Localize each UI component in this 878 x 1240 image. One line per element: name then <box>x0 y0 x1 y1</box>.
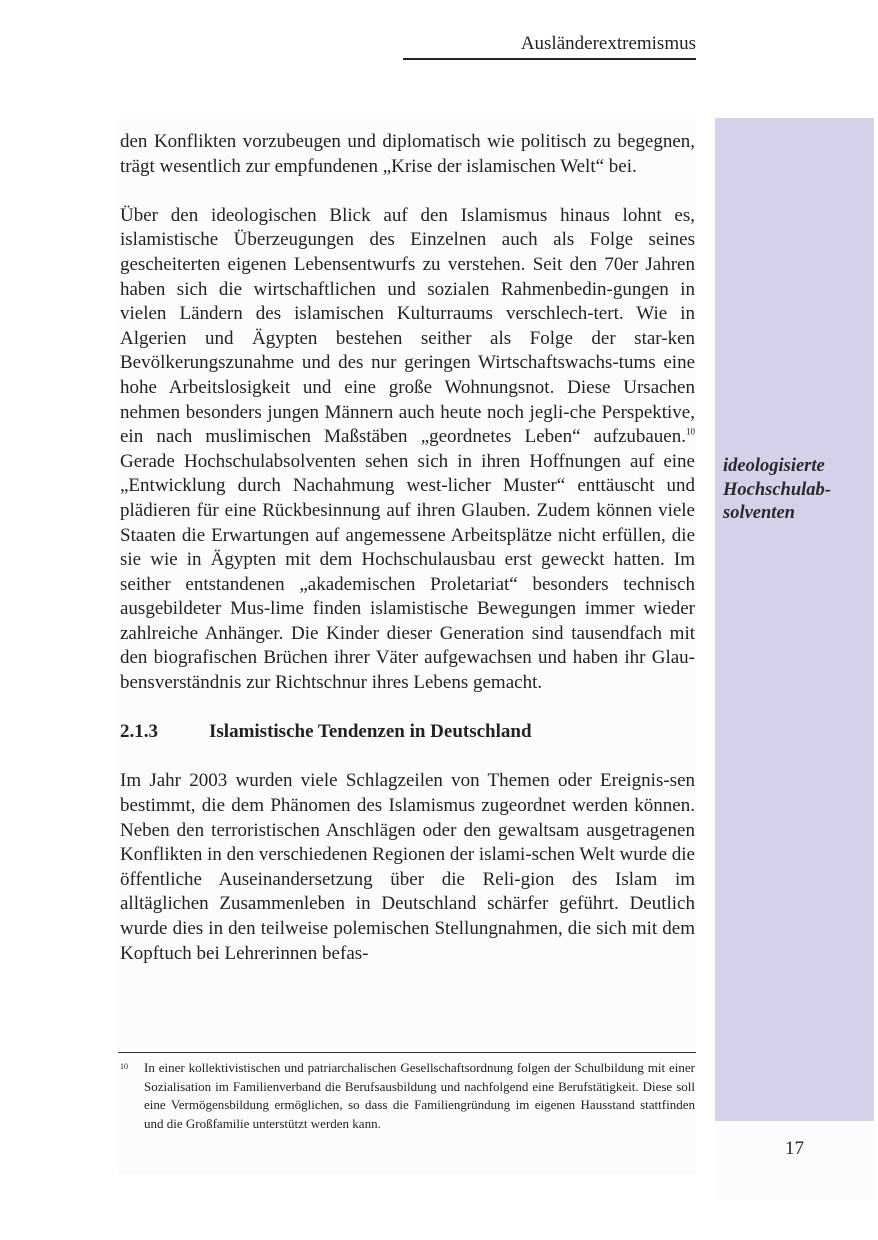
paragraph-2 <box>120 204 695 696</box>
footnote-mark: 10 <box>120 1062 128 1071</box>
paragraph-2-part-1: Über den ideologischen Blick auf den Islamismus hinaus lohnt es, islamistische Überzeugungen des Einzelnen auch als Folge seines gescheiterten eigenen Lebensentwurfs zu verstehen. Seit den 70er Jahren haben sich die wirtschaftlichen und sozialen Rahmenbedin-gungen in vielen Ländern des islamischen Kulturraums verschlech-tert. Wie in Algerien und Ägypten bestehen seither als Folge der star-ken Bevölkerungszunahme und des nur geringen Wirtschaftswachs-tums eine hohe Arbeitslosigkeit und eine große Wohnungsnot. Diese Ursachen nehmen besonders jungen Männern auch heute noch jegli-che Perspektive, ein nach muslimischen Maßstäben „geordnetes Leben“ aufzubauen. <box>120 204 695 448</box>
section-heading <box>120 720 695 745</box>
paragraph-2-part-2: Gerade Hochschulabsolventen sehen sich in ihren Hoffnungen auf eine „Entwicklung durch Nachahmung west-licher Muster“ enttäuscht und plädieren für eine Rückbesinnung auf ihren Glauben. Zudem können viele Staaten die Erwartungen auf angemessene Arbeitsplätze nicht erfüllen, die sie wie in Ägypten mit dem Hochschulausbau erst geweckt hatten. Im seither entstandenen „akademischen Proletariat“ besonders technisch ausgebildeter Mus-lime finden islamistische Bewegungen immer wieder zahlreiche Anhänger. Die Kinder dieser Generation sind tausendfach mit den biografischen Brüchen ihrer Väter aufgewachsen und haben ihr Glau-bensverständnis zur Richtschnur ihres Lebens gemacht. <box>120 450 695 694</box>
margin-note-line-3: solventen <box>723 503 795 523</box>
paragraph-3: Im Jahr 2003 wurden viele Schlagzeilen von Themen oder Ereignis-sen bestimmt, die dem Phänomen des Islamismus zugeordnet werden können. Neben den terroristischen Anschlägen oder den gewaltsam ausgetragenen Konflikten in den verschiedenen Regionen der islami-schen Welt wurde die öffentliche Auseinandersetzung über die Reli-gion des Islam im alltäglichen Zusammenleben in Deutschland schärfer geführt. Deutlich wurde dies in den teilweise polemischen Stellungnahmen, die sich mit dem Kopftuch bei Lehrerinnen befas- <box>120 770 695 964</box>
running-title: Ausländerextremismus <box>520 33 696 54</box>
section-title: Islamistische Tendenzen in Deutschland <box>209 721 532 743</box>
page-number-background <box>715 1125 874 1200</box>
footnote-text: In einer kollektivistischen und patriarchalischen Gesellschaftsordnung folgen der Schulbildung mit einer Sozialisation im Familienverband die Berufsausbildung und nachfolgend eine Berufstätigkeit. Diese soll eine Vermögensbildung ermöglichen, so dass die Familiengründung im eigenen Hausstand stattfinden und die Großfamilie unterstützt werden kann. <box>144 1060 695 1131</box>
footnote-rule <box>118 1052 696 1053</box>
margin-note-line-1: ideologisierte <box>723 456 825 476</box>
margin-note-line-2: Hochschulab- <box>723 479 831 500</box>
footnote-reference: 10 <box>686 426 695 437</box>
page-number: 17 <box>785 1138 804 1159</box>
footnote <box>120 1059 695 1133</box>
margin-column-background <box>715 118 874 1121</box>
section-number: 2.1.3 <box>120 721 158 743</box>
body-text <box>120 130 695 991</box>
header-rule <box>403 58 696 60</box>
margin-note <box>723 455 868 526</box>
paragraph-1: den Konflikten vorzubeugen und diplomatisch wie politisch zu begegnen, trägt wesentlich zur empfundenen „Krise der islamischen Welt“ bei. <box>120 131 695 177</box>
